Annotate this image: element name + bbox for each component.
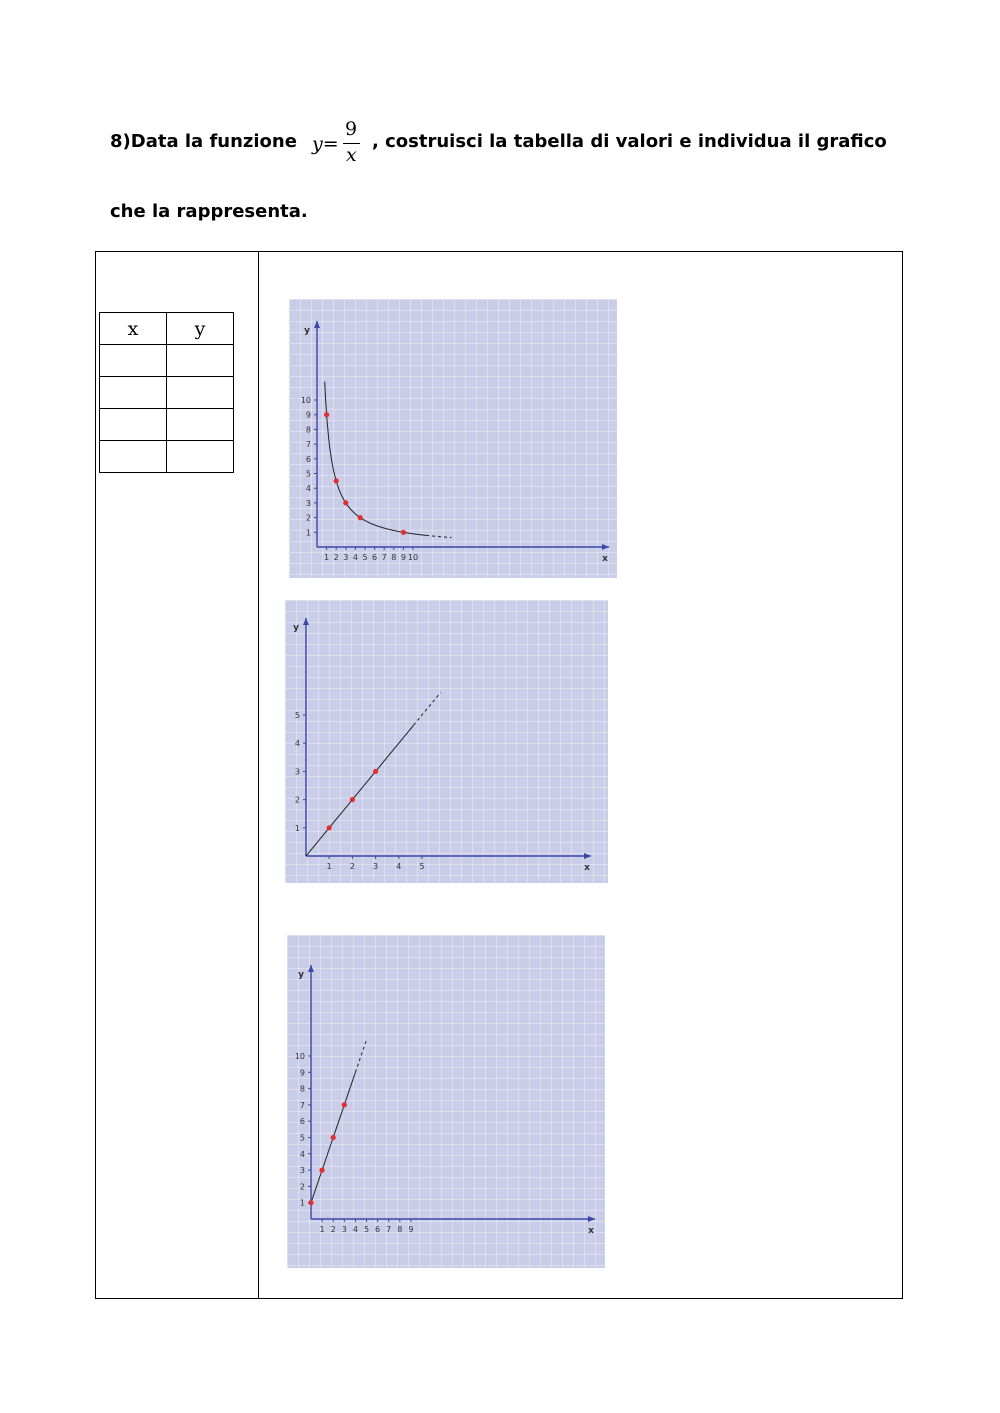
y-axis-arrow: [314, 321, 320, 328]
x-tick-label: 5: [363, 1225, 370, 1234]
y-tick-label: 4: [299, 1149, 305, 1159]
data-point: [343, 500, 348, 505]
x-tick-label: 10: [407, 553, 419, 562]
data-point: [308, 1200, 313, 1205]
data-point: [331, 1135, 336, 1140]
x-tick-label: 5: [362, 553, 368, 562]
data-point: [320, 1168, 325, 1173]
y-tick-label: 1: [305, 528, 311, 538]
data-point: [342, 1102, 347, 1107]
header-x: x: [100, 313, 167, 345]
x-tick-label: 3: [341, 1225, 347, 1234]
y-tick-label: 3: [294, 767, 300, 777]
x-tick-label: 2: [333, 553, 339, 562]
data-point: [401, 530, 406, 535]
cell-x-3[interactable]: [100, 409, 167, 441]
x-tick-label: 7: [381, 553, 387, 562]
data-point: [373, 769, 378, 774]
y-tick-label: 1: [299, 1198, 305, 1208]
x-tick-label: 2: [330, 1225, 336, 1234]
x-tick-label: 9: [408, 1225, 414, 1234]
formula-lhs: y=: [312, 133, 339, 155]
x-tick-label: 7: [386, 1225, 392, 1234]
series-line-extension: [414, 692, 441, 725]
data-point: [327, 825, 332, 830]
question-line-1: [110, 131, 297, 152]
question-line-1-suffix: [372, 131, 887, 152]
y-tick-label: 2: [299, 1182, 305, 1192]
x-tick-label: 3: [373, 862, 379, 871]
x-axis-label: x: [588, 1226, 594, 1236]
x-tick-label: 6: [375, 1225, 381, 1234]
series-line-extension: [426, 535, 451, 537]
formula-denominator: x: [346, 144, 357, 166]
data-point: [334, 478, 339, 483]
graph-option-2[interactable]: [285, 600, 608, 883]
y-tick-label: 7: [299, 1100, 305, 1110]
question-line-2: che la rappresenta.: [110, 201, 308, 222]
y-tick-label: 3: [299, 1166, 305, 1176]
series-line-extension: [355, 1040, 366, 1073]
y-axis-arrow: [303, 618, 309, 625]
y-tick-label: 1: [294, 823, 300, 833]
y-tick-label: 8: [299, 1084, 305, 1094]
header-y: y: [167, 313, 234, 345]
table-row: [100, 345, 234, 377]
y-axis-label: y: [293, 623, 299, 633]
x-tick-label: 1: [326, 862, 332, 871]
y-tick-label: 6: [299, 1117, 305, 1127]
x-tick-label: 8: [391, 553, 397, 562]
table-row: [100, 377, 234, 409]
cell-y-4[interactable]: [167, 441, 234, 473]
table-row: [100, 409, 234, 441]
value-table-header-row: [100, 313, 234, 345]
y-axis-arrow: [308, 965, 314, 972]
y-axis-label: y: [304, 326, 310, 336]
series-line: [306, 725, 414, 856]
chart-svg: [285, 600, 608, 883]
graph-option-1[interactable]: [289, 299, 617, 578]
x-axis-label: x: [602, 554, 608, 564]
x-tick-label: 8: [397, 1225, 403, 1234]
graph-option-3[interactable]: [287, 935, 605, 1268]
column-divider: [258, 252, 259, 1298]
data-point: [358, 515, 363, 520]
chart-svg: [289, 299, 617, 578]
series-line: [325, 382, 426, 536]
data-point: [324, 412, 329, 417]
value-table: [99, 312, 234, 473]
x-axis-label: x: [584, 863, 590, 873]
cell-y-2[interactable]: [167, 377, 234, 409]
x-axis-arrow: [588, 1216, 595, 1222]
y-tick-label: 8: [305, 425, 311, 435]
cell-y-1[interactable]: [167, 345, 234, 377]
x-axis-arrow: [584, 853, 591, 859]
y-tick-label: 5: [305, 469, 311, 479]
cell-x-2[interactable]: [100, 377, 167, 409]
x-tick-label: 4: [396, 862, 402, 871]
y-tick-label: 2: [305, 513, 311, 523]
y-tick-label: 3: [305, 498, 311, 508]
y-tick-label: 6: [305, 454, 311, 464]
formula: [312, 118, 372, 168]
question-suffix: , costruisci la tabella di valori e individua il grafico: [372, 131, 887, 152]
y-tick-label: 10: [300, 396, 311, 405]
y-tick-label: 4: [305, 484, 311, 494]
cell-y-3[interactable]: [167, 409, 234, 441]
chart-svg: [287, 935, 605, 1268]
y-tick-label: 9: [305, 410, 311, 420]
x-tick-label: 6: [372, 553, 378, 562]
y-tick-label: 2: [294, 795, 300, 805]
x-tick-label: 9: [400, 553, 406, 562]
y-tick-label: 4: [294, 739, 300, 749]
x-axis-arrow: [602, 544, 609, 550]
x-tick-label: 5: [419, 862, 425, 871]
table-row: [100, 441, 234, 473]
x-tick-label: 4: [352, 553, 358, 562]
x-tick-label: 4: [352, 1225, 358, 1234]
x-tick-label: 2: [349, 862, 355, 871]
question-prefix: 8)Data la funzione: [110, 131, 297, 152]
y-axis-label: y: [298, 970, 304, 980]
y-tick-label: 5: [294, 711, 300, 720]
y-tick-label: 9: [299, 1068, 305, 1078]
y-tick-label: 7: [305, 440, 311, 450]
formula-numerator: 9: [345, 118, 358, 140]
y-tick-label: 10: [294, 1052, 305, 1061]
cell-x-4[interactable]: [100, 441, 167, 473]
x-tick-label: 3: [343, 553, 349, 562]
cell-x-1[interactable]: [100, 345, 167, 377]
x-tick-label: 1: [324, 553, 330, 562]
x-tick-label: 1: [319, 1225, 325, 1234]
data-point: [350, 797, 355, 802]
y-tick-label: 5: [299, 1133, 305, 1143]
